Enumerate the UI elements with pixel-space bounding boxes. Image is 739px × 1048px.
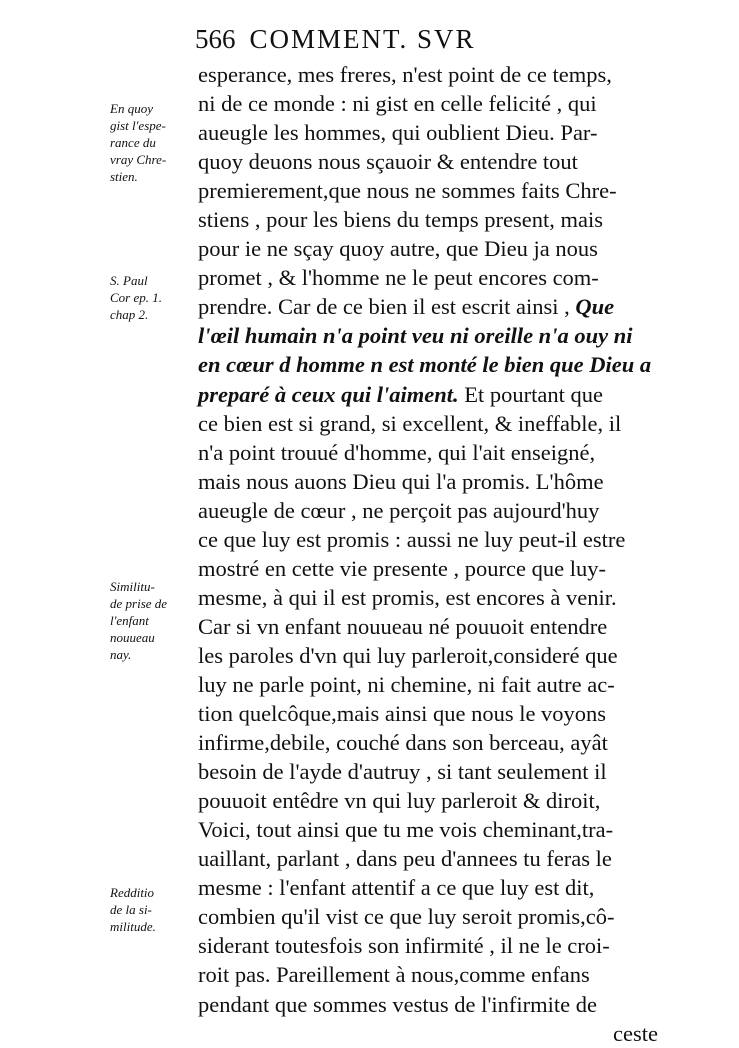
text-segment: ce que luy est promis : aussi ne luy peut-il estre xyxy=(198,526,626,552)
text-line xyxy=(198,234,668,263)
scripture-quote: preparé à ceux qui l'aiment. xyxy=(198,381,459,407)
text-segment: combien qu'il vist ce que luy seroit promis,cô- xyxy=(198,904,615,930)
margin-note-line: Redditio xyxy=(110,885,155,900)
text-line xyxy=(198,554,668,583)
text-segment: premierement,que nous ne sommes faits Chre- xyxy=(198,178,617,204)
text-line xyxy=(198,263,668,292)
text-segment: roit pas. Pareillement à nous,comme enfans xyxy=(198,962,590,988)
text-segment: prendre. Car de ce bien il est escrit ainsi , xyxy=(198,294,576,320)
text-segment: Et pourtant que xyxy=(458,381,603,407)
scripture-quote: l'œil humain n'a point veu ni oreille n'a ouy ni xyxy=(198,323,633,349)
text-segment: luy ne parle point, ni chemine, ni fait autre ac- xyxy=(198,671,615,697)
text-line xyxy=(198,786,668,815)
margin-note xyxy=(110,272,192,323)
scripture-quote: en cœur d homme n est monté le bien que Dieu a xyxy=(198,352,652,378)
text-segment: mais nous auons Dieu qui l'a promis. L'hôme xyxy=(198,468,604,494)
margin-note-line: stien. xyxy=(110,169,138,184)
margin-note-line: nay. xyxy=(110,647,132,662)
text-segment: mostré en cette vie presente , pource que luy- xyxy=(198,555,606,581)
catchword: ceste xyxy=(613,1020,658,1046)
text-line xyxy=(198,89,668,118)
text-segment: infirme,debile, couché dans son berceau, ayât xyxy=(198,730,608,756)
margin-note xyxy=(110,578,192,663)
margin-note-line: chap 2. xyxy=(110,307,149,322)
running-title: COMMENT. SVR xyxy=(249,24,476,54)
scripture-quote: Que xyxy=(575,294,615,320)
text-line xyxy=(198,815,668,844)
text-line xyxy=(198,60,668,89)
text-line xyxy=(198,931,668,960)
margin-note-line: S. Paul xyxy=(110,273,148,288)
text-line xyxy=(198,409,668,438)
text-line xyxy=(198,728,668,757)
text-line xyxy=(198,321,668,350)
margin-note-line: l'enfant xyxy=(110,613,149,628)
text-line xyxy=(198,525,668,554)
margin-note-line: Similitu- xyxy=(110,579,155,594)
text-segment: les paroles d'vn qui luy parleroit,consideré que xyxy=(198,642,618,668)
body-text xyxy=(198,60,668,1048)
text-segment: pendant que sommes vestus de l'infirmite de xyxy=(198,991,597,1017)
text-segment: aueugle de cœur , ne perçoit pas aujourd'huy xyxy=(198,497,600,523)
margin-note-line: Cor ep. 1. xyxy=(110,290,162,305)
text-segment: ce bien est si grand, si excellent, & ineffable, il xyxy=(198,410,622,436)
text-segment: n'a point trouué d'homme, qui l'ait enseigné, xyxy=(198,439,596,465)
page-header xyxy=(195,22,615,56)
text-line xyxy=(198,292,668,321)
text-line xyxy=(198,641,668,670)
text-line xyxy=(198,902,668,931)
text-line xyxy=(198,670,668,699)
margin-note xyxy=(110,100,192,185)
text-line xyxy=(198,960,668,989)
text-line xyxy=(198,844,668,873)
text-segment: mesme, à qui il est promis, est encores à venir. xyxy=(198,584,617,610)
text-line xyxy=(198,612,668,641)
margin-note-line: nouueau xyxy=(110,630,155,645)
margin-note-line: de prise de xyxy=(110,596,168,611)
margin-note-line: militude. xyxy=(110,919,156,934)
text-line xyxy=(198,380,668,409)
text-segment: Voici, tout ainsi que tu me vois cheminant,tra- xyxy=(198,817,614,843)
text-line xyxy=(198,147,668,176)
text-line xyxy=(198,757,668,786)
text-line xyxy=(198,990,668,1019)
text-line xyxy=(198,467,668,496)
margin-note-line: gist l'espe- xyxy=(110,118,166,133)
text-segment: tion quelcôque,mais ainsi que nous le voyons xyxy=(198,701,607,727)
text-line xyxy=(198,496,668,525)
text-line xyxy=(198,176,668,205)
margin-note-line: de la si- xyxy=(110,902,152,917)
text-segment: aueugle les hommes, qui oublient Dieu. Par- xyxy=(198,120,598,146)
text-segment: besoin de l'ayde d'autruy , si tant seulement il xyxy=(198,759,607,785)
margin-note-line: En quoy xyxy=(110,101,153,116)
text-line xyxy=(198,350,668,379)
text-segment: ni de ce monde : ni gist en celle felicité , qui xyxy=(198,91,597,117)
text-segment: pouuoit entêdre vn qui luy parleroit & diroit, xyxy=(198,788,601,814)
text-segment: siderant toutesfois son infirmité , il ne le croi- xyxy=(198,933,610,959)
text-line xyxy=(198,873,668,902)
text-segment: mesme : l'enfant attentif a ce que luy est dit, xyxy=(198,875,595,901)
text-segment: quoy deuons nous sçauoir & entendre tout xyxy=(198,149,578,175)
text-line xyxy=(198,438,668,467)
text-segment: pour ie ne sçay quoy autre, que Dieu ja nous xyxy=(198,236,598,262)
text-segment: esperance, mes freres, n'est point de ce temps, xyxy=(198,62,612,87)
text-segment: Car si vn enfant nouueau né pouuoit entendre xyxy=(198,613,608,639)
page-number: 566 xyxy=(195,24,236,54)
margin-note-line: rance du xyxy=(110,135,156,150)
text-segment: promet , & l'homme ne le peut encores com- xyxy=(198,265,599,291)
text-line xyxy=(198,583,668,612)
text-segment: stiens , pour les biens du temps present, mais xyxy=(198,207,603,233)
text-segment: uaillant, parlant , dans peu d'annees tu feras le xyxy=(198,846,612,872)
margin-note xyxy=(110,884,192,935)
text-line xyxy=(198,118,668,147)
text-line xyxy=(198,699,668,728)
margin-note-line: vray Chre- xyxy=(110,152,167,167)
text-line xyxy=(198,205,668,234)
